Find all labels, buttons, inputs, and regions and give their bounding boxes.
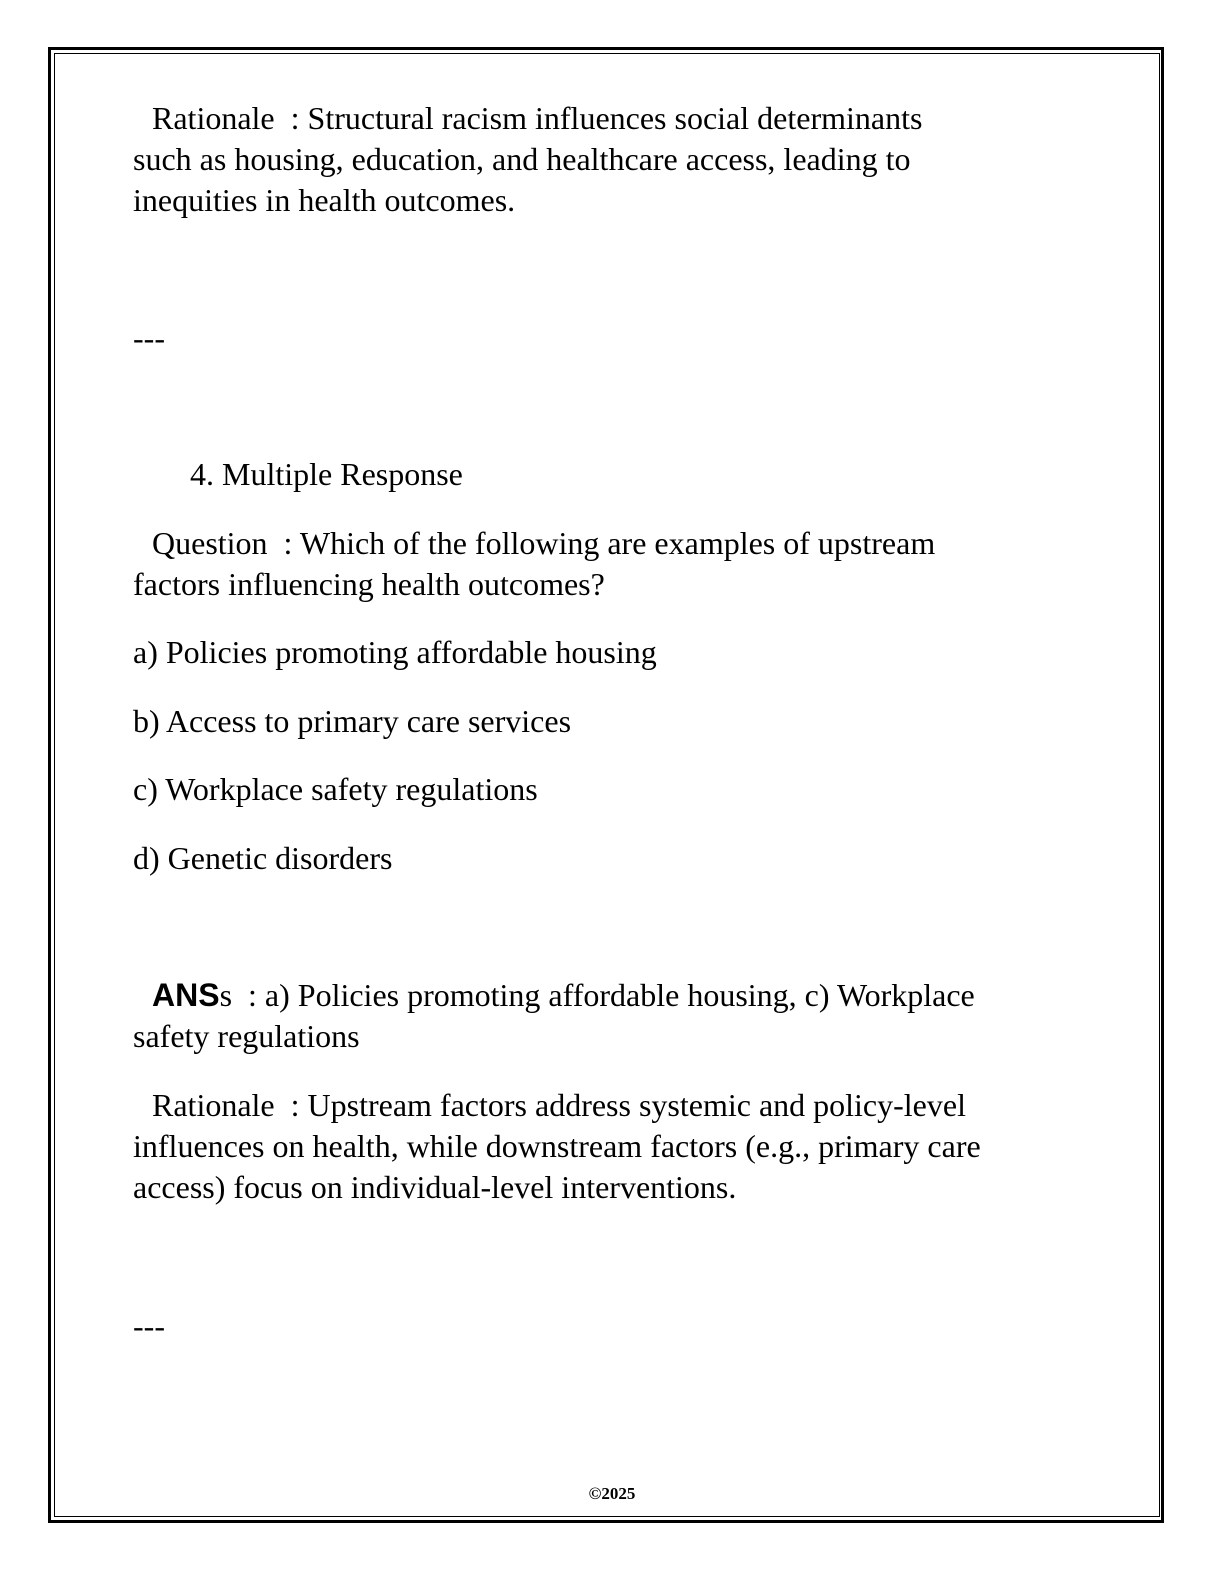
question-label: Question [152, 525, 268, 561]
separator: --- [133, 1308, 165, 1344]
rationale-text: inequities in health outcomes. [133, 182, 516, 218]
rationale-label: Rationale [152, 100, 275, 136]
option-d: d) Genetic disorders [133, 840, 393, 876]
option-c: c) Workplace safety regulations [133, 771, 538, 807]
rationale-text: : Structural racism influences social determinants [274, 100, 923, 136]
rationale-text: access) focus on individual-level interventions. [133, 1169, 737, 1205]
option-a: a) Policies promoting affordable housing [133, 634, 657, 670]
answer-suffix: s [219, 977, 233, 1013]
option-b: b) Access to primary care services [133, 703, 572, 739]
question-text [133, 523, 1093, 605]
q4-rationale [133, 1085, 1093, 1208]
rationale-text: such as housing, education, and healthcare access, leading to [133, 141, 911, 177]
q3-rationale [133, 98, 1093, 221]
rationale-text: : Upstream factors address systemic and policy-level [274, 1087, 966, 1123]
separator: --- [133, 320, 165, 356]
copyright-footer: ©2025 [588, 1484, 636, 1503]
answer-line: : a) Policies promoting affordable housing, c) Workplace [232, 977, 975, 1013]
question-line: factors influencing health outcomes? [133, 566, 605, 602]
answer-line: safety regulations [133, 1018, 360, 1054]
rationale-text: influences on health, while downstream factors (e.g., primary care [133, 1128, 981, 1164]
answer [133, 975, 1093, 1057]
question-heading: 4. Multiple Response [190, 456, 463, 492]
answer-label: ANS [152, 977, 220, 1013]
rationale-label: Rationale [152, 1087, 275, 1123]
question-line: : Which of the following are examples of upstream [267, 525, 936, 561]
